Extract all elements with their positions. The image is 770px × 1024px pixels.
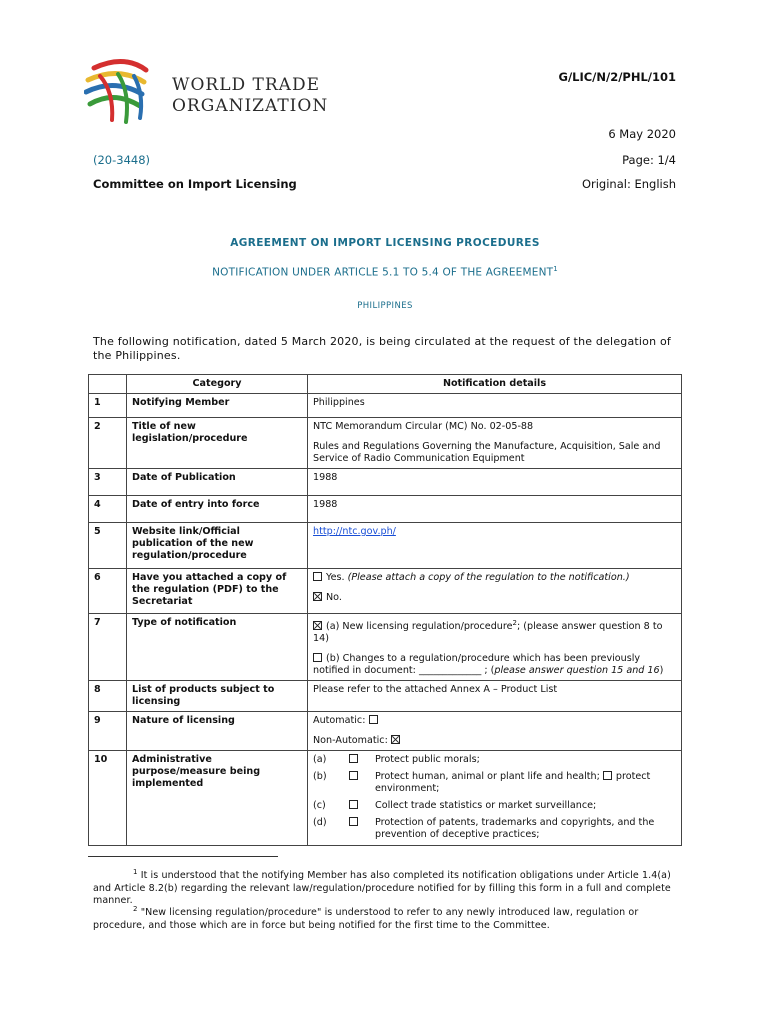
licensing-non-automatic[interactable]: Non-Automatic: (313, 735, 676, 747)
checkbox-unchecked-icon[interactable] (369, 715, 378, 724)
table-row: 4 Date of entry into force 1988 (89, 496, 682, 523)
list-item: (b) Protect human, animal or plant life and health; protect environment; (313, 771, 651, 795)
table-row: 7 Type of notification (a) New licensing regulation/procedure$^2$; (please answer question 8 to 14) (b) Changes to a regulation/procedure which has been previously notified in document: _____________ ; (please answer question 15 and 16) (89, 614, 682, 681)
checkbox-checked-icon[interactable] (391, 735, 400, 744)
column-header-details: Notification details (308, 375, 682, 394)
table-row: 6 Have you attached a copy of the regulation (PDF) to the Secretariat Yes. (Please attach a copy of the regulation to the notification.) No. (89, 569, 682, 614)
intro-paragraph: The following notification, dated 5 March 2020, is being circulated at the request of the delegation of the Philippines. (93, 335, 671, 362)
footnote-ref-1[interactable]: 1 (553, 265, 558, 273)
table-row: 1 Notifying Member Philippines (89, 394, 682, 418)
purpose-list (313, 754, 676, 842)
table-row: 10 Administrative purpose/measure being implemented (a) Protect public morals; (b) Protect human, animal or plant life and health; protect environment; (c) Collect trade statistics or market surveillance; (d) Protection of patents, trademarks and copyrights, and the prevention of deceptive practices; (89, 751, 682, 846)
notification-title (0, 265, 770, 279)
website-link[interactable]: http://ntc.gov.ph/ (313, 526, 396, 537)
notification-table (88, 374, 682, 846)
checkbox-unchecked-icon[interactable] (603, 771, 612, 780)
notification-type-b[interactable]: (b) Changes to a regulation/procedure which has been previously notified in document: _____________ ; (please answer question 15 and 16) (313, 653, 664, 677)
page-indicator: Page: 1/4 (622, 153, 676, 167)
licensing-automatic[interactable]: Automatic: (313, 715, 676, 727)
committee-name: Committee on Import Licensing (93, 177, 297, 191)
table-header-row (89, 375, 682, 394)
table-row: 2 Title of new legislation/procedure NTC Memorandum Circular (MC) No. 02-05-88 Rules and Regulations Governing the Manufacture, Acquisition, Sale and Service of Radio Communication Equipment (89, 418, 682, 469)
notification-title-text: NOTIFICATION UNDER ARTICLE 5.1 TO 5.4 OF THE AGREEMENT (212, 266, 554, 279)
list-item: (c) Collect trade statistics or market surveillance; (313, 800, 597, 812)
document-number: (20-3448) (93, 153, 151, 167)
agreement-title: AGREEMENT ON IMPORT LICENSING PROCEDURES (230, 237, 540, 249)
original-language: Original: English (581, 177, 676, 191)
wto-logo-icon (84, 56, 164, 128)
column-header-category: Category (127, 375, 308, 394)
checkbox-unchecked-icon[interactable] (313, 572, 322, 581)
document-symbol: G/LIC/N/2/PHL/101 (558, 70, 676, 84)
list-item: (d) Protection of patents, trademarks and copyrights, and the prevention of deceptive practices; (313, 817, 655, 841)
footnote-2: $^2$ "New licensing regulation/procedure" is understood to refer to any newly introduced law, regulation or procedure, and those which are in force but being notified for the first time to the Committee. (93, 905, 639, 931)
country-title: PHILIPPINES (357, 301, 413, 311)
attached-yes-option[interactable]: Yes. (Please attach a copy of the regulation to the notification.) (313, 572, 676, 584)
checkbox-unchecked-icon[interactable] (349, 817, 358, 826)
table-row: 9 Nature of licensing Automatic: Non-Automatic: (89, 712, 682, 751)
checkbox-unchecked-icon[interactable] (349, 800, 358, 809)
table-row: 5 Website link/Official publication of the new regulation/procedure http://ntc.gov.ph/ (89, 523, 682, 569)
checkbox-unchecked-icon[interactable] (349, 754, 358, 763)
document-date: 6 May 2020 (608, 127, 676, 141)
table-row: 3 Date of Publication 1988 (89, 469, 682, 496)
footnote-1: $^1$ It is understood that the notifying Member has also completed its notification obligations under Article 1.4(a) and Article 8.2(b) regarding the relevant law/regulation/procedure notified for by filling this form in a full and complete manner. (93, 868, 671, 907)
footnote-separator (88, 856, 278, 857)
wto-logo (84, 56, 164, 128)
attached-no-option[interactable]: No. (313, 592, 676, 610)
notification-type-a[interactable]: (a) New licensing regulation/procedure$^2$; (please answer question 8 to 14) (313, 619, 663, 645)
table-row: 8 List of products subject to licensing Please refer to the attached Annex A – Product List (89, 681, 682, 712)
checkbox-unchecked-icon[interactable] (349, 771, 358, 780)
org-name-line2: ORGANIZATION (172, 96, 329, 116)
checkbox-checked-icon[interactable] (313, 621, 322, 630)
checkbox-checked-icon[interactable] (313, 592, 322, 601)
org-name (172, 75, 328, 117)
list-item: (a) Protect public morals; (313, 754, 480, 766)
checkbox-unchecked-icon[interactable] (313, 653, 322, 662)
org-name-line1: WORLD TRADE (172, 75, 320, 95)
